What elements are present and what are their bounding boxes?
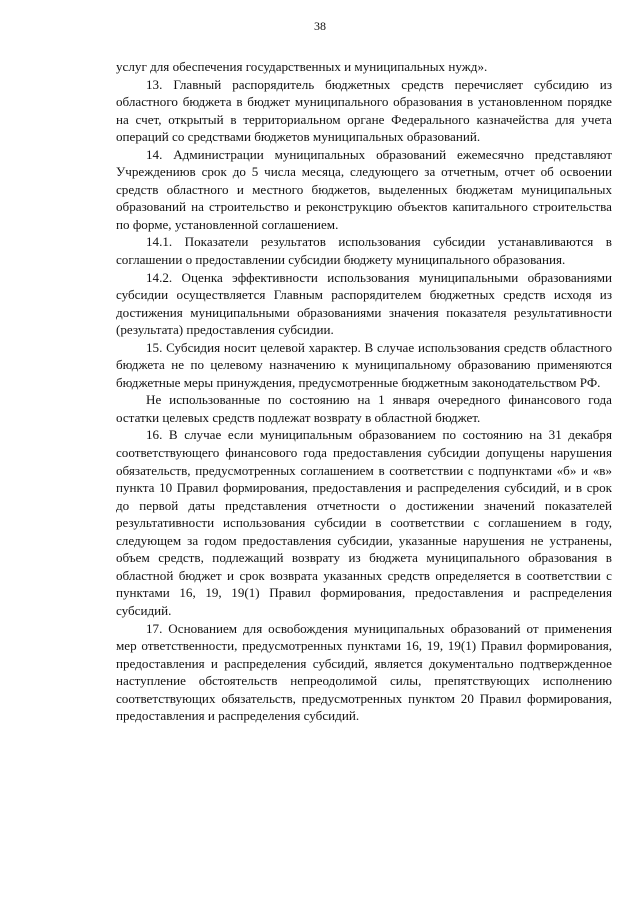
paragraph-continuation: услуг для обеспечения государственных и муниципальных нужд». [116,59,488,74]
paragraph-16: 16. В случае если муниципальным образованием по состоянию на 31 декабря соответствующего финансового года предоставления субсидии допущены нарушения обязательств, предусмотренных соглашением в соответствии с подпунктами «б» и «в» пункта 10 Правил формирования, предоставления и распределения субсидий, и в срок до первой даты представления отчетности о достижении значений показателей результативности использования субсидии в соответствии с соглашением в году, следующем за годом предоставления субсидии, указанные нарушения не устранены, объем средств, подлежащий возврату из бюджета муниципального образования в областной бюджет и срок возврата указанных средств определяется в соответствии с пунктами 16, 19, 19(1) Правил формирования, предоставления и распределения субсидий. [116,427,612,618]
document-body [116,58,612,725]
paragraph-15: 15. Субсидия носит целевой характер. В случае использования средств областного бюджета не по целевому назначению к муниципальному образованию применяются бюджетные меры принуждения, предусмотренные бюджетным законодательством РФ. [116,339,612,390]
paragraph-14: 14. Администрации муниципальных образований ежемесячно представляют Учреждениюв срок до 5 числа месяца, следующего за отчетным, отчет об освоении средств областного и местного бюджетов, выделенных бюджетам муниципальных образований на строительство и реконструкцию объектов капитального строительства по форме, установленной соглашением. [116,146,612,232]
paragraph-14-1: 14.1. Показатели результатов использования субсидии устанавливаются в соглашении о предоставлении субсидии бюджету муниципального образования. [116,234,612,268]
paragraph-15-unused-funds: Не использованные по состоянию на 1 января очередного финансового года остатки целевых средств подлежат возврату в областной бюджет. [116,392,612,425]
paragraph-13: 13. Главный распорядитель бюджетных средств перечисляет субсидию из областного бюджета в бюджет муниципального образования в установленном порядке на счет, открытый в территориальном органе Федерального казначейства для учета операций со средствами бюджетов муниципальных образований. [116,76,612,145]
page-number: 38 [314,19,326,33]
paragraph-17: 17. Основанием для освобождения муниципальных образований от применения мер ответственности, предусмотренных пунктами 16, 19, 19(1) Правил формирования, предоставления и распределения субсидий, является документально подтвержденное наступление обстоятельств непреодолимой силы, препятствующих исполнению соответствующих обязательств, предусмотренных пунктом 20 Правил формирования, предоставления и распределения субсидий. [116,620,612,724]
paragraph-14-2: 14.2. Оценка эффективности использования муниципальными образованиями субсидии осуществляется Главным распорядителем бюджетных средств исходя из достижения муниципальными образованиями значения показателя результативности (результата) предоставления субсидии. [116,269,612,338]
